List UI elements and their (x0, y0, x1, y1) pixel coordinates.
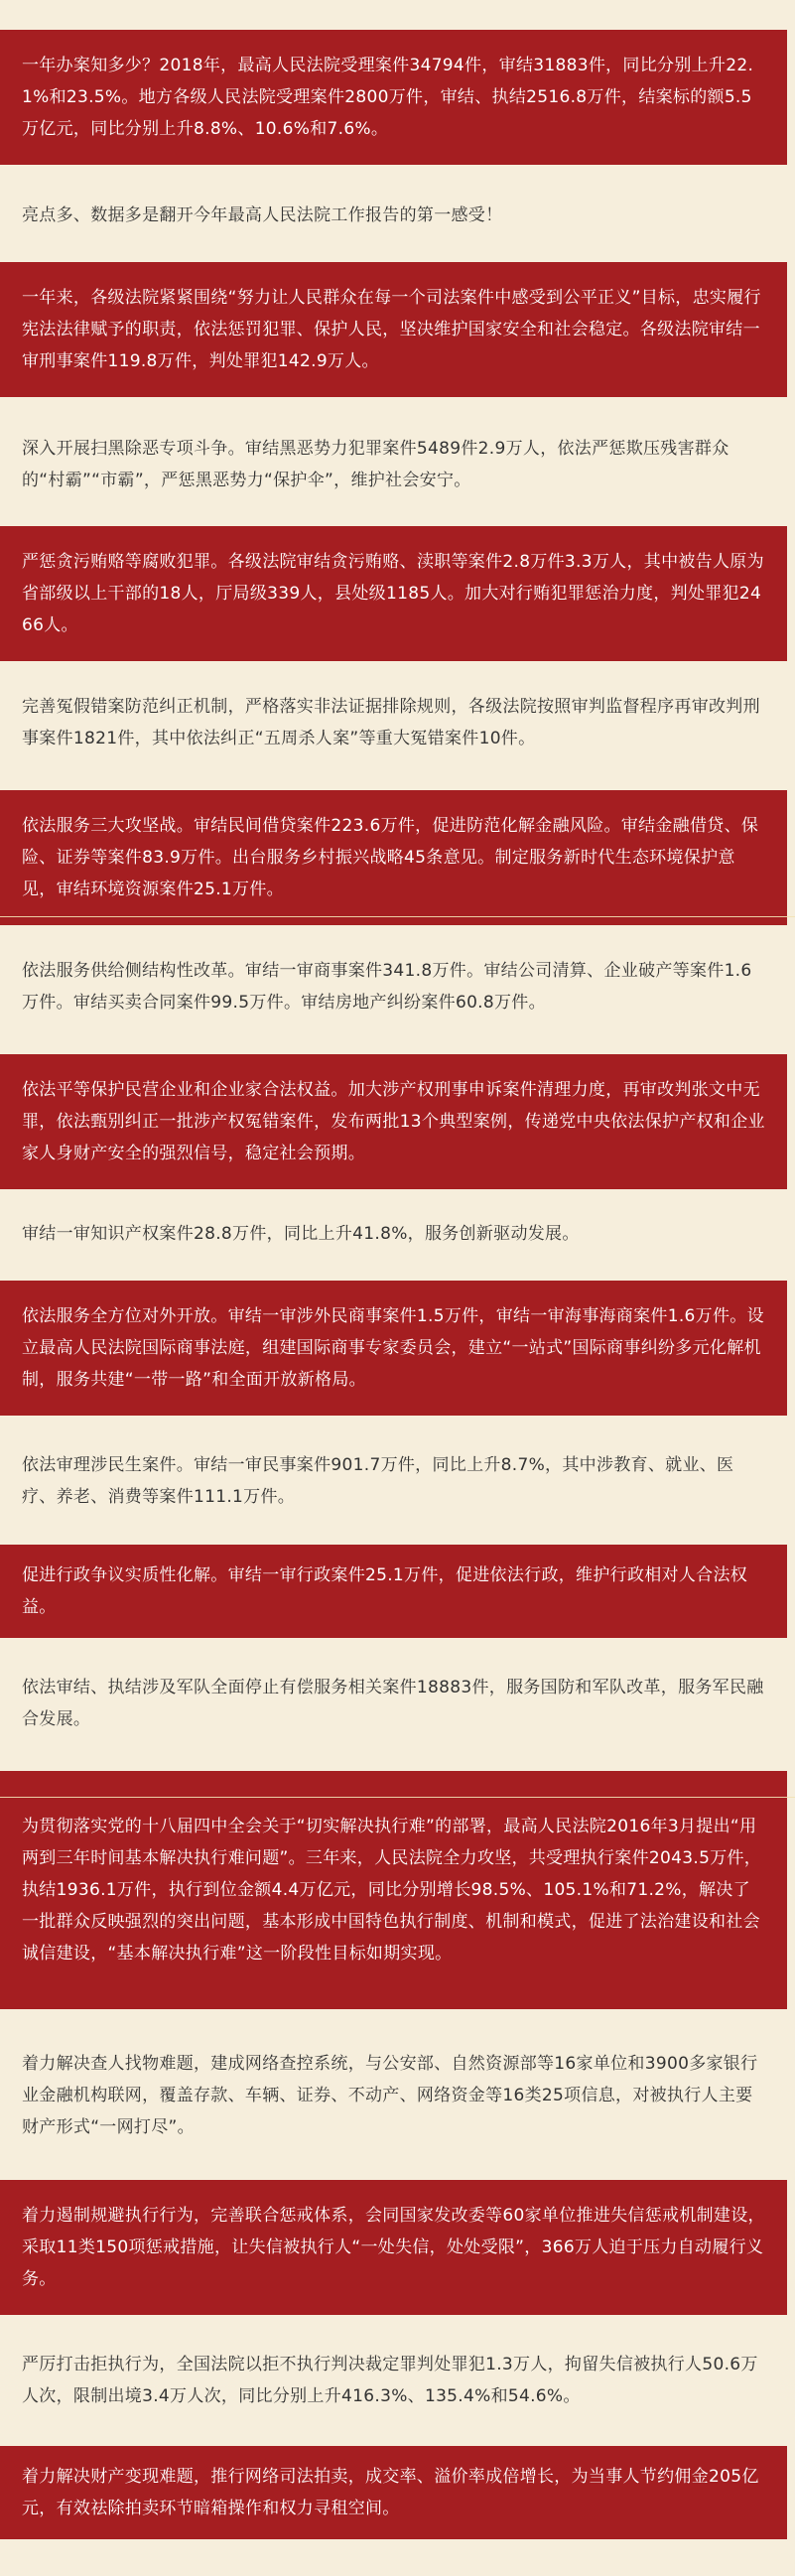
paragraph-text: 依法服务供给侧结构性改革。审结一审商事案件341.8万件。审结公司清算、企业破产等案件1.6万件。审结买卖合同案件99.5万件。审结房地产纠纷案件60.8万件。 (22, 961, 752, 1013)
paragraph-text: 促进行政争议实质性化解。审结一审行政案件25.1万件，促进依法行政，维护行政相对人合法权益。 (22, 1565, 748, 1617)
paragraph-case-overview (0, 30, 787, 165)
divider (0, 1797, 795, 1798)
paragraph-military-cases (0, 1662, 787, 1745)
paragraph-text: 深入开展扫黑除恶专项斗争。审结黑恶势力犯罪案件5489件2.9万人，依法严惩欺压残害群众的“村霸”“市霸”，严惩黑恶势力“保护伞”，维护社会安宁。 (22, 439, 729, 490)
paragraph-text: 着力解决查人找物难题，建成网络查控系统，与公安部、自然资源部等16家单位和3900多家银行业金融机构联网，覆盖存款、车辆、证券、不动产、网络资金等16类25项信息，对被执行人主要财产形式“一网打尽”。 (22, 2054, 758, 2137)
divider (0, 916, 795, 917)
paragraph-livelihood-cases (0, 1439, 787, 1523)
paragraph-intellectual-property (0, 1213, 787, 1255)
paragraph-text: 严惩贪污贿赂等腐败犯罪。各级法院审结贪污贿赂、渎职等案件2.8万件3.3万人，其中被告人原为省部级以上干部的18人，厅局级339人，县处级1185人。加大对行贿犯罪惩治力度，判处罪犯2466人。 (22, 552, 764, 635)
paragraph-refusal-crackdown (0, 2339, 787, 2422)
paragraph-enforcement-difficulty (0, 1771, 787, 2009)
paragraph-credit-punishment (0, 2180, 787, 2315)
paragraph-anti-gang (0, 423, 787, 506)
paragraph-text: 一年办案知多少？2018年，最高人民法院受理案件34794件，审结31883件，同比分别上升22.1%和23.5%。地方各级人民法院受理案件2800万件，审结、执结2516.8万件，结案标的额5.5万亿元，同比分别上升8.8%、10.6%和7.6%。 (22, 56, 754, 139)
paragraph-asset-tracing (0, 2037, 787, 2154)
paragraph-three-battles (0, 790, 787, 925)
paragraph-judicial-auction (0, 2446, 787, 2539)
paragraph-text: 依法服务三大攻坚战。审结民间借贷案件223.6万件，促进防范化解金融风险。审结金融借贷、保险、证券等案件83.9万件。出台服务乡村振兴战略45条意见。制定服务新时代生态环境保护意见，审结环境资源案件25.1万件。 (22, 816, 759, 899)
paragraph-criminal-justice (0, 262, 787, 397)
paragraph-text: 审结一审知识产权案件28.8万件，同比上升41.8%，服务创新驱动发展。 (22, 1224, 580, 1244)
paragraph-supply-side-reform (0, 945, 787, 1028)
paragraph-text: 为贯彻落实党的十八届四中全会关于“切实解决执行难”的部署，最高人民法院2016年3月提出“用两到三年时间基本解决执行难问题”。三年来，人民法院全力攻坚，共受理执行案件2043.5万件，执结1936.1万件，执行到位金额4.4万亿元，同比分别增长98.5%、105.1%和71.2%，解决了一批群众反映强烈的突出问题，基本形成中国特色执行制度、机制和模式，促进了法治建设和社会诚信建设，“基本解决执行难”这一阶段性目标如期实现。 (22, 1817, 762, 1964)
paragraph-text: 着力遏制规避执行行为，完善联合惩戒体系，会同国家发改委等60家单位推进失信惩戒机制建设，采取11类150项惩戒措施，让失信被执行人“一处失信，处处受限”，366万人迫于压力自动履行义务。 (22, 2206, 765, 2289)
paragraph-anti-corruption (0, 526, 787, 661)
paragraph-text: 依法审理涉民生案件。审结一审民事案件901.7万件，同比上升8.7%，其中涉教育、就业、医疗、养老、消费等案件111.1万件。 (22, 1455, 734, 1507)
paragraph-text: 依法审结、执结涉及军队全面停止有偿服务相关案件18883件，服务国防和军队改革，服务军民融合发展。 (22, 1678, 764, 1729)
paragraph-wrongful-convictions (0, 681, 787, 764)
paragraph-text: 一年来，各级法院紧紧围绕“努力让人民群众在每一个司法案件中感受到公平正义”目标，忠实履行宪法法律赋予的职责，依法惩罚犯罪、保护人民，坚决维护国家安全和社会稳定。各级法院审结一审刑事案件119.8万件，判处罪犯142.9万人。 (22, 288, 761, 371)
paragraph-text: 依法平等保护民营企业和企业家合法权益。加大涉产权刑事申诉案件清理力度，再审改判张文中无罪，依法甄别纠正一批涉产权冤错案件，发布两批13个典型案例，传递党中央依法保护产权和企业家人身财产安全的强烈信号，稳定社会预期。 (22, 1080, 765, 1163)
paragraph-private-enterprise (0, 1054, 787, 1189)
paragraph-first-impression (0, 195, 787, 236)
paragraph-text: 严厉打击拒执行为，全国法院以拒不执行判决裁定罪判处罪犯1.3万人，拘留失信被执行人50.6万人次，限制出境3.4万人次，同比分别上升416.3%、135.4%和54.6%。 (22, 2355, 758, 2406)
paragraph-text: 着力解决财产变现难题，推行网络司法拍卖，成交率、溢价率成倍增长，为当事人节约佣金205亿元，有效祛除拍卖环节暗箱操作和权力寻租空间。 (22, 2467, 759, 2518)
paragraph-administrative-disputes (0, 1545, 787, 1638)
paragraph-text: 亮点多、数据多是翻开今年最高人民法院工作报告的第一感受！ (22, 205, 503, 225)
paragraph-opening-up (0, 1281, 787, 1416)
paragraph-text: 依法服务全方位对外开放。审结一审涉外民商事案件1.5万件，审结一审海事海商案件1.6万件。设立最高人民法院国际商事法庭，组建国际商事专家委员会，建立“一站式”国际商事纠纷多元化解机制，服务共建“一带一路”和全面开放新格局。 (22, 1306, 764, 1390)
paragraph-text: 完善冤假错案防范纠正机制，严格落实非法证据排除规则，各级法院按照审判监督程序再审改判刑事案件1821件，其中依法纠正“五周杀人案”等重大冤错案件10件。 (22, 697, 760, 748)
